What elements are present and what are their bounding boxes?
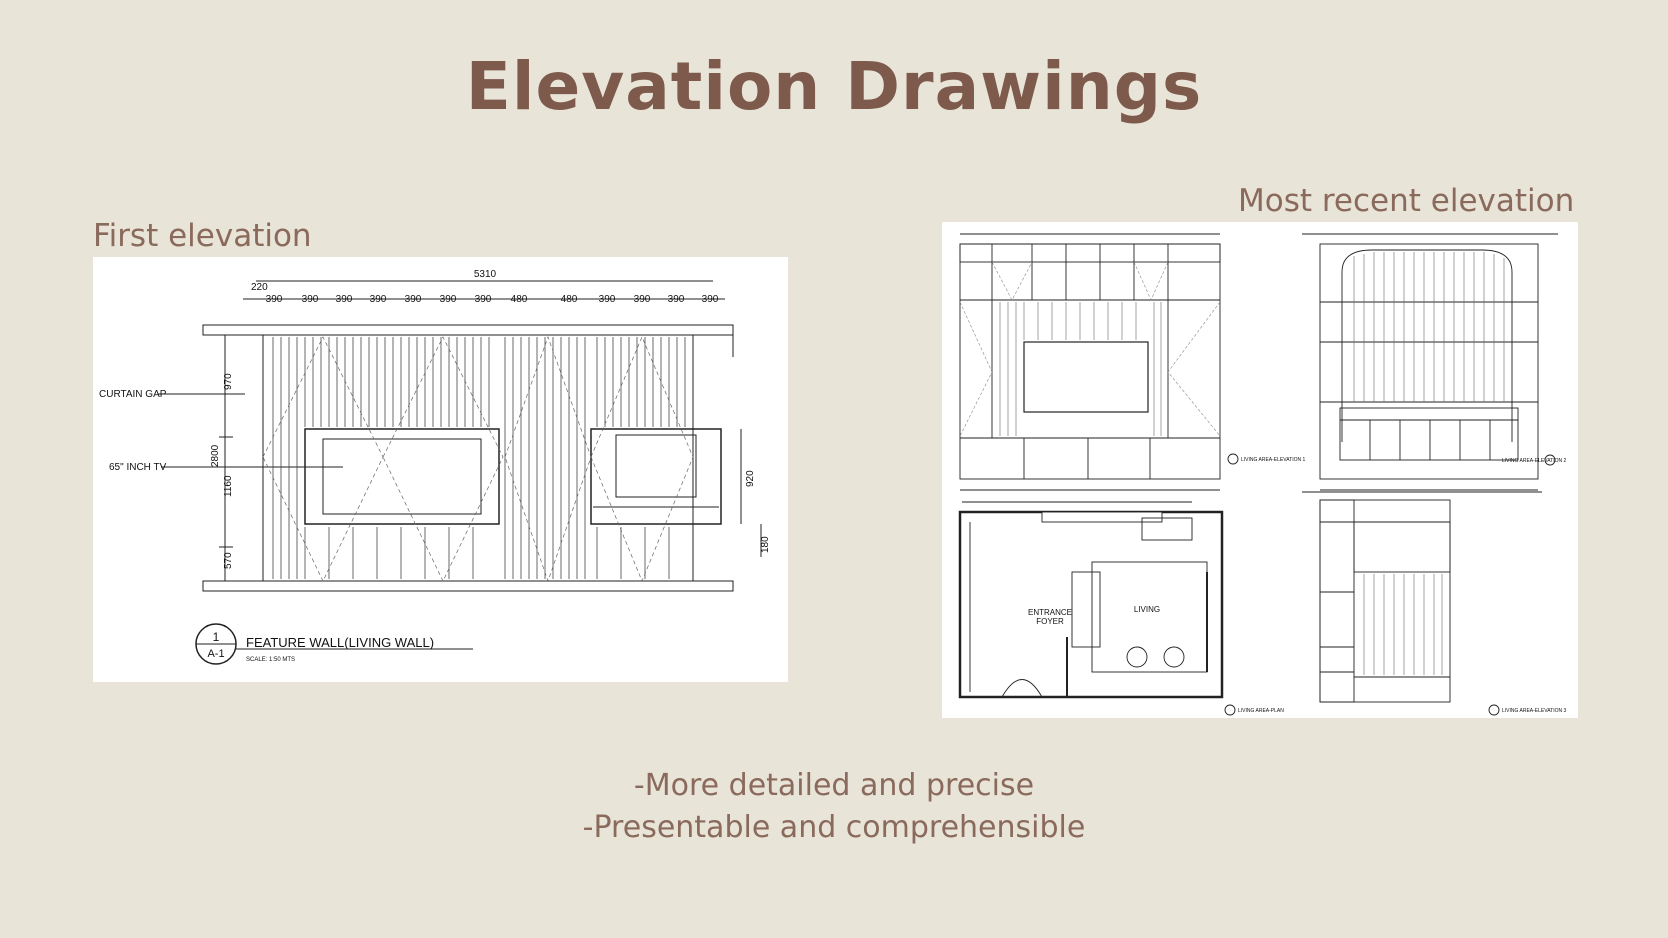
first-elevation-label: First elevation	[93, 218, 312, 254]
elev1-tv	[1024, 342, 1148, 412]
elevation-1	[960, 234, 1220, 490]
floor-slab	[203, 581, 733, 591]
recent-elevation-label: Most recent elevation	[1238, 183, 1575, 219]
dim-8: 480	[510, 294, 528, 305]
left-dim-2800: 2800	[210, 444, 221, 467]
recent-elevation-drawing	[942, 222, 1578, 718]
fluted-panels	[273, 337, 685, 579]
living-label: LIVING	[1133, 605, 1161, 614]
tv-label: 65" INCH TV	[109, 462, 167, 473]
door-swing-marks	[263, 337, 693, 581]
slide-title: Elevation Drawings	[465, 48, 1203, 125]
dim-10: 390	[598, 294, 616, 305]
dim-13: 390	[701, 294, 719, 305]
plan-chair-2	[1164, 647, 1184, 667]
foyer-label: FOYER	[1036, 617, 1064, 626]
ceiling-slab	[203, 325, 733, 335]
left-dim-1160: 1160	[223, 475, 234, 497]
plan-callout	[1225, 705, 1235, 715]
dim-2: 390	[301, 294, 319, 305]
elev1-caption: LIVING AREA-ELEVATION 1	[1241, 457, 1306, 463]
dim-3: 390	[335, 294, 353, 305]
tv-screen	[323, 439, 481, 514]
wall-body	[263, 335, 693, 581]
dim-12: 390	[667, 294, 685, 305]
elevation-3	[1302, 492, 1542, 702]
dim-9: 480	[560, 294, 578, 305]
living-area-sheet	[942, 222, 1578, 718]
overall-dimension-text: 5310	[473, 269, 497, 280]
callout-sheet: A-1	[207, 648, 225, 660]
drawing-scale: SCALE: 1:50 MTS	[246, 657, 296, 663]
elev2-flutes	[1354, 252, 1504, 402]
entrance-label: ENTRANCE	[1027, 608, 1073, 617]
right-dim-920: 920	[745, 470, 756, 487]
plan-sofa	[1072, 572, 1100, 647]
offset-dimension-text: 220	[251, 282, 268, 293]
elevation-2	[1302, 234, 1558, 490]
bullet-detail: -More detailed and precise	[633, 768, 1035, 803]
plan-rug	[1092, 562, 1207, 672]
right-dim-180: 180	[760, 536, 771, 553]
dim-6: 390	[439, 294, 457, 305]
summary-bullets	[0, 765, 1668, 849]
dim-1: 390	[265, 294, 283, 305]
bullet-presentable: -Presentable and comprehensible	[582, 810, 1086, 845]
drawing-caption: FEATURE WALL(LIVING WALL)	[246, 635, 435, 650]
elev3-caption: LIVING AREA-ELEVATION 3	[1502, 708, 1567, 714]
dim-4: 390	[369, 294, 387, 305]
elev1-callout	[1228, 454, 1238, 464]
left-dim-570: 570	[223, 552, 234, 569]
left-dim-970: 970	[223, 373, 234, 390]
niche-box	[616, 435, 696, 497]
floor-plan	[960, 502, 1222, 697]
elev1-swings	[960, 262, 1220, 436]
dim-7: 390	[474, 294, 492, 305]
tv-frame	[305, 429, 499, 524]
elev3-callout	[1489, 705, 1499, 715]
first-elevation-drawing	[93, 257, 788, 682]
dim-5: 390	[404, 294, 422, 305]
curtain-gap-label: CURTAIN GAP	[99, 389, 167, 400]
niche-frame	[591, 429, 721, 524]
plan-caption: LIVING AREA-PLAN	[1238, 708, 1284, 714]
elev2-caption: LIVING AREA-ELEVATION 2	[1502, 458, 1567, 464]
plan-chair-1	[1127, 647, 1147, 667]
elev3-flutes	[1364, 574, 1442, 675]
callout-number: 1	[212, 630, 220, 644]
feature-wall-elevation	[93, 257, 788, 682]
dim-11: 390	[633, 294, 651, 305]
